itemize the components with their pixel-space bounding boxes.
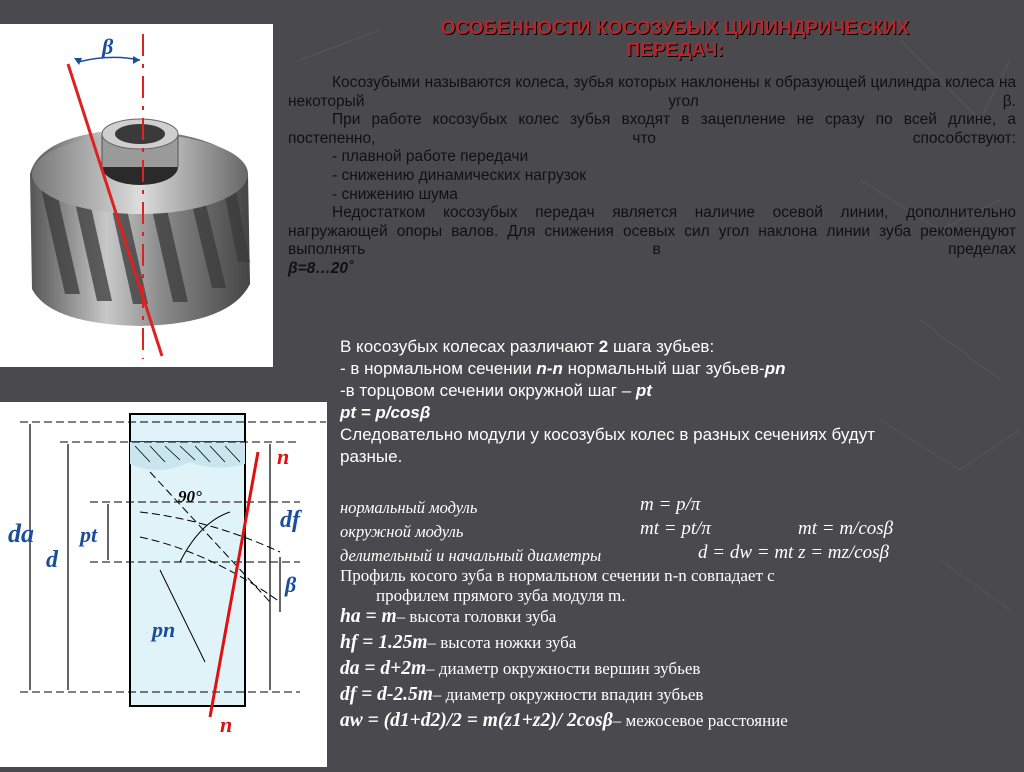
diameter-label: делительный и начальный диаметры [340,546,602,565]
gear-beta-label: β [102,34,114,59]
diameter-row [340,542,1020,566]
pitch-formula: pt = p/cosβ [340,403,431,422]
circular-module-formula-2: mt = m/cosβ [798,518,894,539]
pn-label: pn [152,617,176,642]
n-bottom-label: n [220,712,233,737]
pitch-line-3: -в торцовом сечении окружной шаг – pt [340,381,652,400]
n-top-label: n [277,444,290,469]
title-line-2: ПЕРЕДАЧ: [626,40,724,61]
title-line-1: ОСОБЕННОСТИ КОСОЗУБЫХ ЦИЛИНДРИЧЕСКИХ [440,18,910,39]
bullet-1: - плавной работе передачи [332,148,529,166]
intro-paragraph-2: При работе косозубых колес зубья входят в зацепление не сразу по всей длине, а постепенно, что способствуют: [288,111,1016,147]
section-diagram [0,402,327,767]
slide-title [330,18,1020,62]
profile-line-1: Профиль косого зуба в нормальном сечении n-n совпадает с [340,566,775,585]
module-formulas [340,494,1020,736]
beta-range: β=8…20˚ [288,259,354,277]
pitch-line-2: - в нормальном сечении n-n нормальный шаг зубьев-pn [340,359,786,378]
intro-paragraph-1: Косозубыми называются колеса, зубья которых наклонены к образующей цилиндра колеса на некоторый угол β. [288,74,1016,110]
d-label: d [46,547,58,573]
intro-text [288,74,1016,279]
ha-row: ha = m– высота головки зуба [340,606,557,627]
helical-gear-drawing [0,24,273,367]
diameter-formula: d = dw = mt z = mz/cosβ [698,542,889,563]
circular-module-label: окружной модуль [340,522,464,541]
da-label: da [8,519,34,548]
pitch-text [340,336,900,468]
circular-module-row [340,518,1020,542]
aw-row: aw = (d1+d2)/2 = m(z1+z2)/ 2cosβ– межосевое расстояние [340,710,788,731]
angle-label: 90° [178,487,202,506]
normal-module-formula: m = p/π [640,494,701,515]
circular-module-formula-1: mt = pt/π [640,518,711,539]
pitch-conclusion: Следовательно модули у косозубых колес в разных сечениях будут разные. [340,425,876,466]
normal-module-label: нормальный модуль [340,498,478,517]
df-row: df = d-2.5m– диаметр окружности впадин зубьев [340,684,704,705]
bullet-2: - снижению динамических нагрузок [332,166,587,184]
bullet-3: - снижению шума [332,185,458,203]
section-diagram-drawing [0,402,327,767]
intro-paragraph-3: Недостатком косозубых передач является наличие осевой линии, дополнительно нагружающей опоры валов. Для снижения осевых сил угол наклона линии зуба рекомендуют выполнять в пределах [288,204,1016,259]
diagram-beta-label: β [285,572,297,597]
normal-module-row [340,494,1020,518]
df-label: df [280,507,300,533]
helical-gear-image [0,24,273,367]
profile-line-2: профилем прямого зуба модуля m. [376,586,626,605]
hf-row: hf = 1.25m– высота ножки зуба [340,632,577,653]
da-row: da = d+2m– диаметр окружности вершин зубьев [340,658,701,679]
pitch-line-1: В косозубых колесах различают 2 шага зубьев: [340,337,715,356]
pt-label: pt [80,522,98,547]
